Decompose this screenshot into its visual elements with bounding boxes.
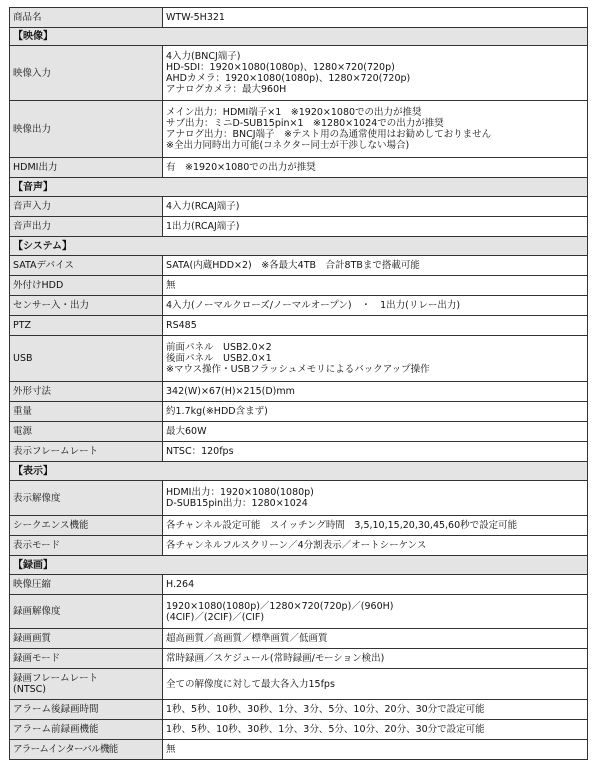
spec-label: シークエンス機能: [10, 516, 163, 536]
spec-value: 1920×1080(1080p)／1280×720(720p)／(960H) (4CIF)／(2CIF)／(CIF): [163, 595, 588, 629]
section-header-row: [10, 462, 588, 481]
spec-value: HDMI出力：1920×1080(1080p) D-SUB15pin出力：1280×1024: [163, 481, 588, 516]
spec-table-body: [10, 8, 588, 760]
spec-label: 音声出力: [10, 217, 163, 237]
section-header-row: [10, 237, 588, 256]
spec-row: [10, 402, 588, 422]
spec-row: [10, 158, 588, 178]
spec-value: 常時録画／スケジュール(常時録画/モーション検出): [163, 649, 588, 669]
spec-value: H.264: [163, 575, 588, 595]
spec-label: アラーム後録画時間: [10, 700, 163, 720]
section-header-row: [10, 556, 588, 575]
spec-value: 各チャンネル設定可能 スイッチング時間 3,5,10,15,20,30,45,60秒で設定可能: [163, 516, 588, 536]
spec-label: 録画フレームレート (NTSC): [10, 669, 163, 700]
section-title: 【音声】: [10, 178, 588, 197]
spec-label: 商品名: [10, 8, 163, 28]
spec-value: 約1.7kg(※HDD含まず): [163, 402, 588, 422]
spec-row: [10, 276, 588, 296]
spec-row: [10, 382, 588, 402]
spec-label: 外付けHDD: [10, 276, 163, 296]
spec-value: 全ての解像度に対して最大各入力15fps: [163, 669, 588, 700]
spec-value: メイン出力：HDMI端子×1 ※1920×1080での出力が推奨 サブ出力：ミニD-SUB15pin×1 ※1280×1024での出力が推奨 アナログ出力：BNCJ端子 ※テスト用の為通常使用はお勧めしておりません ※全出力同時出力可能(コネクター同士が干渉しない場合): [163, 101, 588, 158]
spec-table: [9, 7, 588, 760]
spec-row: [10, 700, 588, 720]
spec-row: [10, 336, 588, 382]
spec-value: 4入力(RCAJ端子): [163, 197, 588, 217]
spec-value: 各チャンネルフルスクリーン／4分割表示／オートシーケンス: [163, 536, 588, 556]
spec-value: 4入力(BNCJ端子) HD-SDI：1920×1080(1080p)、1280×720(720p) AHDカメラ：1920×1080(1080p)、1280×720(720p) アナログカメラ：最大960H: [163, 46, 588, 101]
spec-label: 録画解像度: [10, 595, 163, 629]
section-title: 【録画】: [10, 556, 588, 575]
spec-label: 外形寸法: [10, 382, 163, 402]
spec-value: 超高画質／高画質／標準画質／低画質: [163, 629, 588, 649]
spec-row: [10, 481, 588, 516]
spec-value: 4入力(ノーマルクローズ/ノーマルオープン) ・ 1出力(リレー出力): [163, 296, 588, 316]
spec-label: SATAデバイス: [10, 256, 163, 276]
spec-row: [10, 197, 588, 217]
spec-row: [10, 669, 588, 700]
spec-label: センサー入・出力: [10, 296, 163, 316]
spec-label: 録画モード: [10, 649, 163, 669]
spec-value: 無: [163, 740, 588, 760]
spec-label: アラーム前録画機能: [10, 720, 163, 740]
spec-row: [10, 516, 588, 536]
section-header-row: [10, 28, 588, 46]
spec-value: 1出力(RCAJ端子): [163, 217, 588, 237]
spec-row: [10, 422, 588, 442]
spec-value: WTW-5H321: [163, 8, 588, 28]
spec-value: SATA(内蔵HDD×2) ※各最大4TB 合計8TBまで搭載可能: [163, 256, 588, 276]
spec-label: 録画画質: [10, 629, 163, 649]
spec-label: 音声入力: [10, 197, 163, 217]
spec-row: [10, 217, 588, 237]
spec-row: [10, 8, 588, 28]
spec-label: 重量: [10, 402, 163, 422]
section-title: 【システム】: [10, 237, 588, 256]
spec-value: 無: [163, 276, 588, 296]
spec-row: [10, 256, 588, 276]
spec-row: [10, 575, 588, 595]
spec-row: [10, 536, 588, 556]
spec-label: 表示フレームレート: [10, 442, 163, 462]
spec-label: PTZ: [10, 316, 163, 336]
spec-row: [10, 629, 588, 649]
spec-label: 映像入力: [10, 46, 163, 101]
section-title: 【映像】: [10, 28, 588, 46]
spec-label: 映像出力: [10, 101, 163, 158]
spec-value: RS485: [163, 316, 588, 336]
spec-value: 342(W)×67(H)×215(D)mm: [163, 382, 588, 402]
spec-value: 1秒、5秒、10秒、30秒、1分、3分、5分、10分、20分、30分で設定可能: [163, 700, 588, 720]
spec-row: [10, 101, 588, 158]
spec-label: 映像圧縮: [10, 575, 163, 595]
spec-value: 1秒、5秒、10秒、30秒、1分、3分、5分、10分、20分、30分で設定可能: [163, 720, 588, 740]
spec-row: [10, 442, 588, 462]
spec-row: [10, 316, 588, 336]
spec-row: [10, 720, 588, 740]
spec-label: HDMI出力: [10, 158, 163, 178]
spec-value: 最大60W: [163, 422, 588, 442]
spec-row: [10, 296, 588, 316]
spec-value: 前面パネル USB2.0×2 後面パネル USB2.0×1 ※マウス操作・USBフラッシュメモリによるバックアップ操作: [163, 336, 588, 382]
spec-value: NTSC：120fps: [163, 442, 588, 462]
section-header-row: [10, 178, 588, 197]
spec-label: 表示モード: [10, 536, 163, 556]
spec-label: 電源: [10, 422, 163, 442]
spec-row: [10, 595, 588, 629]
spec-row: [10, 740, 588, 760]
section-title: 【表示】: [10, 462, 588, 481]
spec-value: 有 ※1920×1080での出力が推奨: [163, 158, 588, 178]
spec-row: [10, 46, 588, 101]
spec-label: アラームインターバル機能: [10, 740, 163, 760]
spec-row: [10, 649, 588, 669]
spec-label: USB: [10, 336, 163, 382]
spec-label: 表示解像度: [10, 481, 163, 516]
